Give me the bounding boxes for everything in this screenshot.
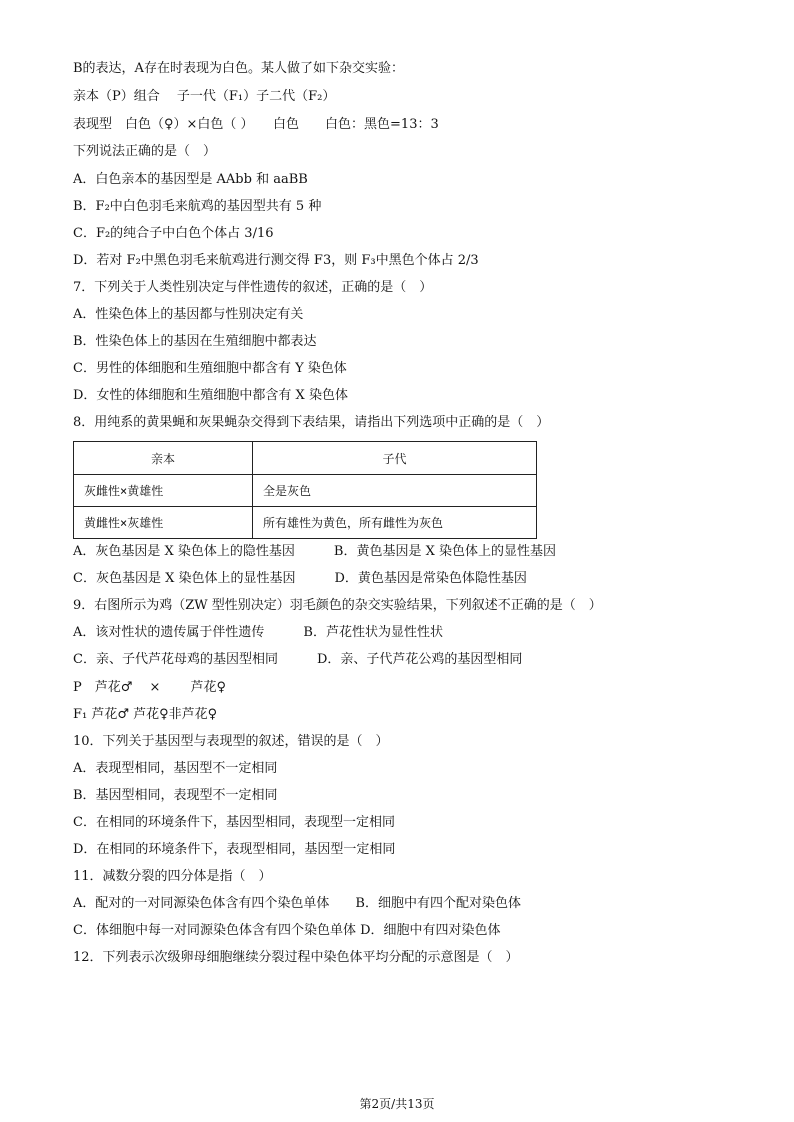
option-line: C．男性的体细胞和生殖细胞中都含有 Y 染色体: [73, 361, 347, 376]
table-header-row: [74, 442, 537, 475]
option-line: B．基因型相同，表现型不一定相同: [73, 788, 278, 803]
option-line: C．灰色基因是 X 染色体上的显性基因 D．黄色基因是常染色体隐性基因: [73, 571, 527, 586]
option-line: B．性染色体上的基因在生殖细胞中都表达: [73, 334, 317, 349]
option-line: D．若对 F₂中黑色羽毛来航鸡进行测交得 F3，则 F₃中黑色个体占 2/3: [73, 253, 479, 268]
question-line: 8．用纯系的黄果蝇和灰果蝇杂交得到下表结果，请指出下列选项中正确的是（ ）: [73, 415, 550, 430]
option-line: B．F₂中白色羽毛来航鸡的基因型共有 5 种: [73, 199, 322, 214]
question-line: 7．下列关于人类性别决定与伴性遗传的叙述，正确的是（ ）: [73, 280, 433, 295]
text-line: 下列说法正确的是（ ）: [73, 144, 217, 159]
option-line: A．性染色体上的基因都与性别决定有关: [73, 307, 304, 322]
option-line: A．该对性状的遗传属于伴性遗传 B．芦花性状为显性性状: [73, 625, 443, 640]
question-line: 10．下列关于基因型与表现型的叙述，错误的是（ ）: [73, 734, 389, 749]
text-line: B的表达，A存在时表现为白色。某人做了如下杂交实验：: [73, 61, 404, 76]
option-line: C．F₂的纯合子中白色个体占 3/16: [73, 226, 274, 241]
option-line: C．体细胞中每一对同源染色体含有四个染色单体 D．细胞中有四对染色体: [73, 923, 501, 938]
option-line: C．在相同的环境条件下，基因型相同，表现型一定相同: [73, 815, 395, 830]
option-line: D．女性的体细胞和生殖细胞中都含有 X 染色体: [73, 388, 348, 403]
question-line: 11．减数分裂的四分体是指（ ）: [73, 869, 272, 884]
cross-diagram-line: F₁ 芦花♂ 芦花♀非芦花♀: [73, 707, 218, 722]
table-row: [74, 507, 537, 539]
text-line: 表现型 白色（♀）×白色（ ） 白色 白色：黑色=13：3: [73, 117, 439, 132]
table-cell: 灰雌性×黄雄性: [74, 475, 253, 507]
table-header-cell: 亲本: [74, 442, 253, 475]
table-cell: 黄雌性×灰雄性: [74, 507, 253, 539]
table-row: [74, 475, 537, 507]
page-number: 第2页/共13页: [359, 1097, 435, 1111]
option-line: A．白色亲本的基因型是 AAbb 和 aaBB: [73, 172, 308, 187]
option-line: A．表现型相同，基因型不一定相同: [73, 761, 278, 776]
option-line: D．在相同的环境条件下，表现型相同，基因型一定相同: [73, 842, 396, 857]
cross-diagram-line: P 芦花♂ × 芦花♀: [73, 680, 227, 695]
table-cell: 全是灰色: [253, 475, 537, 507]
question-line: 12．下列表示次级卵母细胞继续分裂过程中染色体平均分配的示意图是（ ）: [73, 950, 519, 965]
table-header-cell: 子代: [253, 442, 537, 475]
option-line: A．灰色基因是 X 染色体上的隐性基因 B．黄色基因是 X 染色体上的显性基因: [73, 544, 556, 559]
cross-result-table: [73, 441, 537, 539]
option-line: C．亲、子代芦花母鸡的基因型相同 D．亲、子代芦花公鸡的基因型相同: [73, 652, 523, 667]
question-line: 9．右图所示为鸡（ZW 型性别决定）羽毛颜色的杂交实验结果，下列叙述不正确的是（ ）: [73, 598, 602, 613]
text-line: 亲本（P）组合 子一代（F₁）子二代（F₂）: [73, 89, 336, 104]
table-cell: 所有雄性为黄色，所有雌性为灰色: [253, 507, 537, 539]
option-line: A．配对的一对同源染色体含有四个染色单体 B．细胞中有四个配对染色体: [73, 896, 521, 911]
